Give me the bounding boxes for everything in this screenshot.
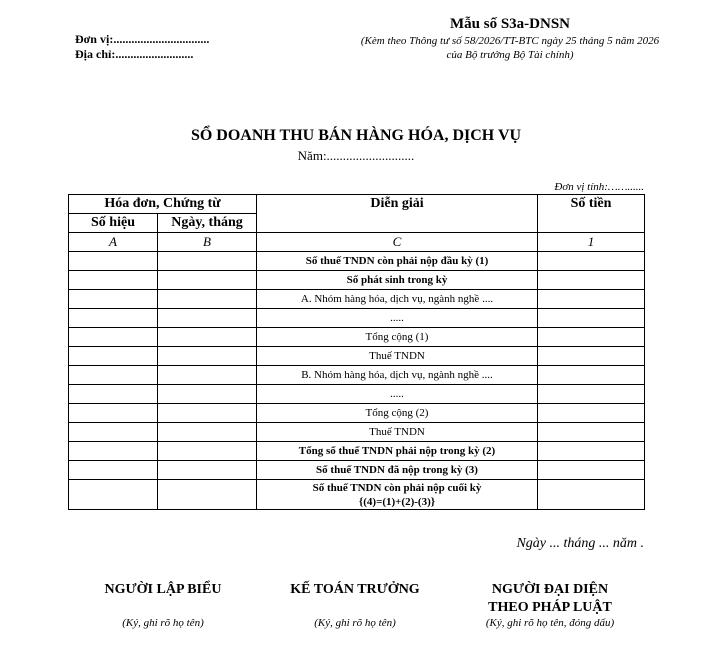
cell-number xyxy=(69,309,158,328)
cell-amount xyxy=(538,290,645,309)
cell-number xyxy=(69,461,158,480)
cell-amount xyxy=(538,423,645,442)
cell-number xyxy=(69,252,158,271)
cell-number xyxy=(69,404,158,423)
signature-chief-accountant-title: KẾ TOÁN TRƯỞNG xyxy=(290,582,420,597)
column-letter-row xyxy=(69,233,645,252)
col-description-header: Diễn giải xyxy=(257,195,538,233)
cell-description: Tổng cộng (2) xyxy=(257,404,538,423)
cell-description: ..... xyxy=(257,385,538,404)
cell-description xyxy=(257,480,538,510)
table-row xyxy=(69,328,645,347)
form-note: (Kèm theo Thông tư số 58/2026/TT-BTC ngày 25 tháng 5 năm 2026 của Bộ trưởng Bộ Tài chính) xyxy=(360,35,660,61)
table-row xyxy=(69,366,645,385)
table-row xyxy=(69,309,645,328)
document-title: SỔ DOANH THU BÁN HÀNG HÓA, DỊCH VỤ xyxy=(190,127,522,144)
col-invoice-header: Hóa đơn, Chứng từ xyxy=(69,195,257,214)
signature-legal-representative-note: (Ký, ghi rõ họ tên, đóng dấu) xyxy=(485,617,615,629)
cell-date xyxy=(158,366,257,385)
cell-amount xyxy=(538,385,645,404)
table-row xyxy=(69,442,645,461)
cell-number xyxy=(69,385,158,404)
cell-number xyxy=(69,328,158,347)
cell-description: Số thuế TNDN đã nộp trong kỳ (3) xyxy=(257,461,538,480)
cell-description: Số thuế TNDN còn phải nộp đầu kỳ (1) xyxy=(257,252,538,271)
cell-number xyxy=(69,271,158,290)
form-code-block xyxy=(360,14,660,62)
signature-chief-accountant-note: (Ký, ghi rõ họ tên) xyxy=(314,617,396,629)
unit-of-calculation: Đơn vị tính:……...... xyxy=(554,181,644,193)
cell-amount xyxy=(538,347,645,366)
cell-amount xyxy=(538,480,645,510)
table-row xyxy=(69,404,645,423)
revenue-ledger-table xyxy=(68,194,645,510)
cell-description: Thuế TNDN xyxy=(257,347,538,366)
address-line: Địa chỉ:.......................... xyxy=(75,47,194,61)
cell-description: ..... xyxy=(257,309,538,328)
table-row xyxy=(69,347,645,366)
cell-date xyxy=(158,271,257,290)
cell-date xyxy=(158,442,257,461)
letter-1: 1 xyxy=(538,233,645,252)
letter-a: A xyxy=(69,233,158,252)
cell-description: Thuế TNDN xyxy=(257,423,538,442)
legal-rep-title-line1: NGƯỜI ĐẠI DIỆN xyxy=(491,582,609,597)
year-line: Năm:........................... xyxy=(297,148,415,163)
cell-amount xyxy=(538,328,645,347)
table-row xyxy=(69,423,645,442)
cell-number xyxy=(69,290,158,309)
cell-number xyxy=(69,480,158,510)
cell-date xyxy=(158,461,257,480)
cell-date xyxy=(158,290,257,309)
cell-amount xyxy=(538,461,645,480)
cell-number xyxy=(69,442,158,461)
signature-legal-representative-title xyxy=(455,581,645,617)
table-row xyxy=(69,290,645,309)
cell-date xyxy=(158,480,257,510)
unit-line: Đơn vị:................................ xyxy=(75,32,210,46)
cell-amount xyxy=(538,404,645,423)
cell-number xyxy=(69,423,158,442)
cell-description: A. Nhóm hàng hóa, dịch vụ, ngành nghề .... xyxy=(257,290,538,309)
signature-preparer-note: (Ký, ghi rõ họ tên) xyxy=(122,617,204,629)
cell-number xyxy=(69,347,158,366)
col-number-header: Số hiệu xyxy=(69,214,158,233)
letter-c: C xyxy=(257,233,538,252)
cell-amount xyxy=(538,366,645,385)
cell-date xyxy=(158,404,257,423)
ledger-body xyxy=(69,252,645,480)
cell-description: Tổng cộng (1) xyxy=(257,328,538,347)
closing-balance-label: Số thuế TNDN còn phải nộp cuối kỳ xyxy=(312,481,482,494)
cell-date xyxy=(158,252,257,271)
cell-amount xyxy=(538,271,645,290)
col-date-header: Ngày, tháng xyxy=(158,214,257,233)
letter-b: B xyxy=(158,233,257,252)
table-row xyxy=(69,252,645,271)
cell-number xyxy=(69,366,158,385)
cell-description: Tổng số thuế TNDN phải nộp trong kỳ (2) xyxy=(257,442,538,461)
cell-description: Số phát sinh trong kỳ xyxy=(257,271,538,290)
table-row xyxy=(69,271,645,290)
table-row xyxy=(69,385,645,404)
cell-date xyxy=(158,423,257,442)
cell-date xyxy=(158,309,257,328)
cell-date xyxy=(158,328,257,347)
signature-preparer-title: NGƯỜI LẬP BIỂU xyxy=(104,582,222,597)
form-code: Mẫu số S3a-DNSN xyxy=(449,16,570,32)
col-amount-header: Số tiền xyxy=(538,195,645,233)
table-row-closing-balance xyxy=(69,480,645,510)
cell-amount xyxy=(538,442,645,461)
cell-date xyxy=(158,347,257,366)
cell-description: B. Nhóm hàng hóa, dịch vụ, ngành nghề .... xyxy=(257,366,538,385)
table-row xyxy=(69,461,645,480)
cell-date xyxy=(158,385,257,404)
date-line: Ngày ... tháng ... năm . xyxy=(516,536,644,551)
closing-balance-formula: {(4)=(1)+(2)-(3)} xyxy=(358,495,436,508)
cell-amount xyxy=(538,252,645,271)
legal-rep-title-line2: THEO PHÁP LUẬT xyxy=(488,600,612,615)
cell-amount xyxy=(538,309,645,328)
